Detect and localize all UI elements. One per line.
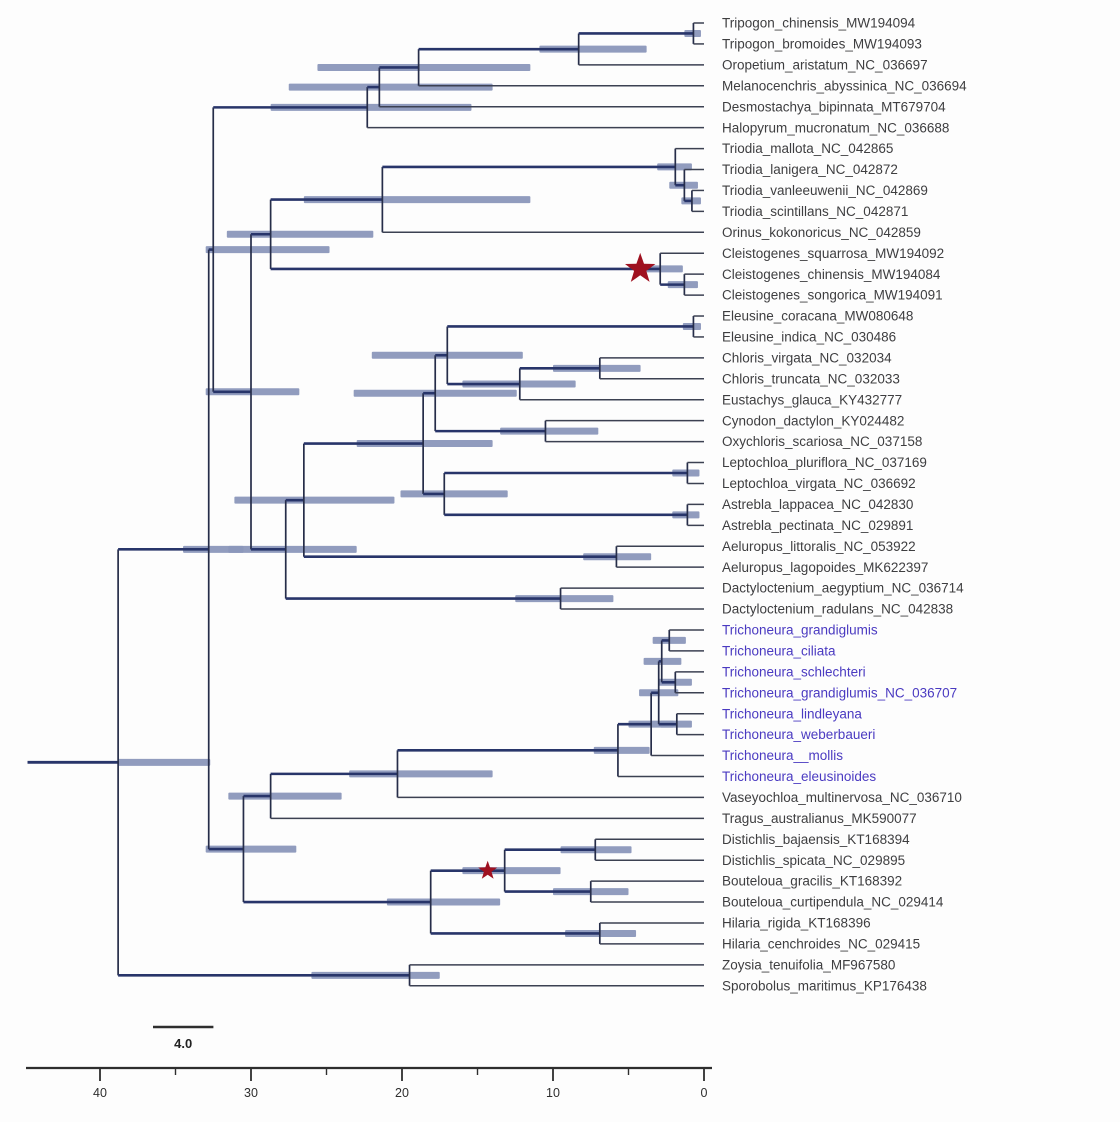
hpd-bar [118,759,210,766]
taxon-label: Distichlis_bajaensis_KT168394 [722,831,910,847]
taxon-label: Triodia_lanigera_NC_042872 [722,162,898,178]
taxon-label: Eleusine_coracana_MW080648 [722,308,914,324]
taxon-label: Desmostachya_bipinnata_MT679704 [722,99,946,115]
taxon-label: Vaseyochloa_multinervosa_NC_036710 [722,790,962,806]
axis-tick-label: 10 [546,1086,560,1100]
taxon-label: Trichoneura_ciliata [722,643,836,659]
taxon-label: Tripogon_bromoides_MW194093 [722,36,922,52]
hpd-bar [228,546,356,553]
star-icon [625,253,655,282]
taxon-label: Cleistogenes_songorica_MW194091 [722,287,943,303]
taxon-label: Triodia_scintillans_NC_042871 [722,203,909,219]
time-axis [26,1068,712,1100]
taxon-label: Astrebla_pectinata_NC_029891 [722,517,914,533]
taxon-label: Chloris_virgata_NC_032034 [722,350,892,366]
scale-bar-label: 4.0 [174,1036,193,1051]
taxon-label: Zoysia_tenuifolia_MF967580 [722,957,896,973]
taxon-label: Sporobolus_maritimus_KP176438 [722,978,927,994]
taxon-label: Trichoneura_weberbaueri [722,727,876,743]
axis-tick-label: 30 [244,1086,258,1100]
taxon-label: Leptochloa_virgata_NC_036692 [722,476,916,492]
taxon-label: Trichoneura_grandiglumis [722,622,878,638]
taxon-label: Eleusine_indica_NC_030486 [722,329,897,345]
taxon-label: Aeluropus_lagopoides_MK622397 [722,559,929,575]
taxon-label: Cynodon_dactylon_KY024482 [722,413,905,429]
taxon-label: Bouteloua_gracilis_KT168392 [722,873,903,889]
taxon-label: Hilaria_rigida_KT168396 [722,915,871,931]
taxon-label: Trichoneura_schlechteri [722,664,866,680]
taxon-label: Dactyloctenium_aegyptium_NC_036714 [722,580,964,596]
taxon-label: Trichoneura_grandiglumis_NC_036707 [722,685,958,701]
taxon-label: Trichoneura__mollis [722,748,844,764]
taxon-label: Leptochloa_pluriflora_NC_037169 [722,455,927,471]
taxon-label: Bouteloua_curtipendula_NC_029414 [722,894,944,910]
scale-bar [153,1027,213,1051]
taxon-label: Hilaria_cenchroides_NC_029415 [722,936,921,952]
hpd-bar [289,84,493,91]
hpd-bar [227,231,373,238]
taxon-label: Orinus_kokonoricus_NC_042859 [722,224,921,240]
taxon-label: Tripogon_chinensis_MW194094 [722,15,916,31]
taxon-label: Triodia_vanleeuwenii_NC_042869 [722,183,928,199]
taxon-label: Aeluropus_littoralis_NC_053922 [722,538,916,554]
taxon-label: Cleistogenes_chinensis_MW194084 [722,266,941,282]
axis-tick-label: 0 [700,1086,708,1100]
taxon-label: Chloris_truncata_NC_032033 [722,371,900,387]
taxon-label: Cleistogenes_squarrosa_MW194092 [722,245,945,261]
taxon-label: Melanocenchris_abyssinica_NC_036694 [722,78,967,94]
star-icons [478,253,655,879]
taxon-label: Oropetium_aristatum_NC_036697 [722,57,928,73]
hpd-bar [206,246,330,253]
hpd-bar [400,490,507,497]
taxon-label: Oxychloris_scariosa_NC_037158 [722,434,923,450]
branches [28,23,704,986]
hpd-bar [234,497,394,504]
hpd-bars [118,30,701,979]
taxon-label: Distichlis_spicata_NC_029895 [722,852,906,868]
hpd-bar [317,64,530,71]
axis-tick-label: 40 [93,1086,107,1100]
taxon-label: Tragus_australianus_MK590077 [722,810,917,826]
taxon-label: Trichoneura_eleusinoides [722,769,877,785]
star-icon [478,861,497,879]
tip-labels [722,16,967,994]
taxon-label: Dactyloctenium_radulans_NC_042838 [722,601,954,617]
taxon-label: Astrebla_lappacea_NC_042830 [722,496,914,512]
taxon-label: Halopyrum_mucronatum_NC_036688 [722,120,950,136]
taxon-label: Triodia_mallota_NC_042865 [722,141,894,157]
axis-tick-label: 20 [395,1086,409,1100]
taxon-label: Trichoneura_lindleyana [722,706,862,722]
taxon-label: Eustachys_glauca_KY432777 [722,392,903,408]
